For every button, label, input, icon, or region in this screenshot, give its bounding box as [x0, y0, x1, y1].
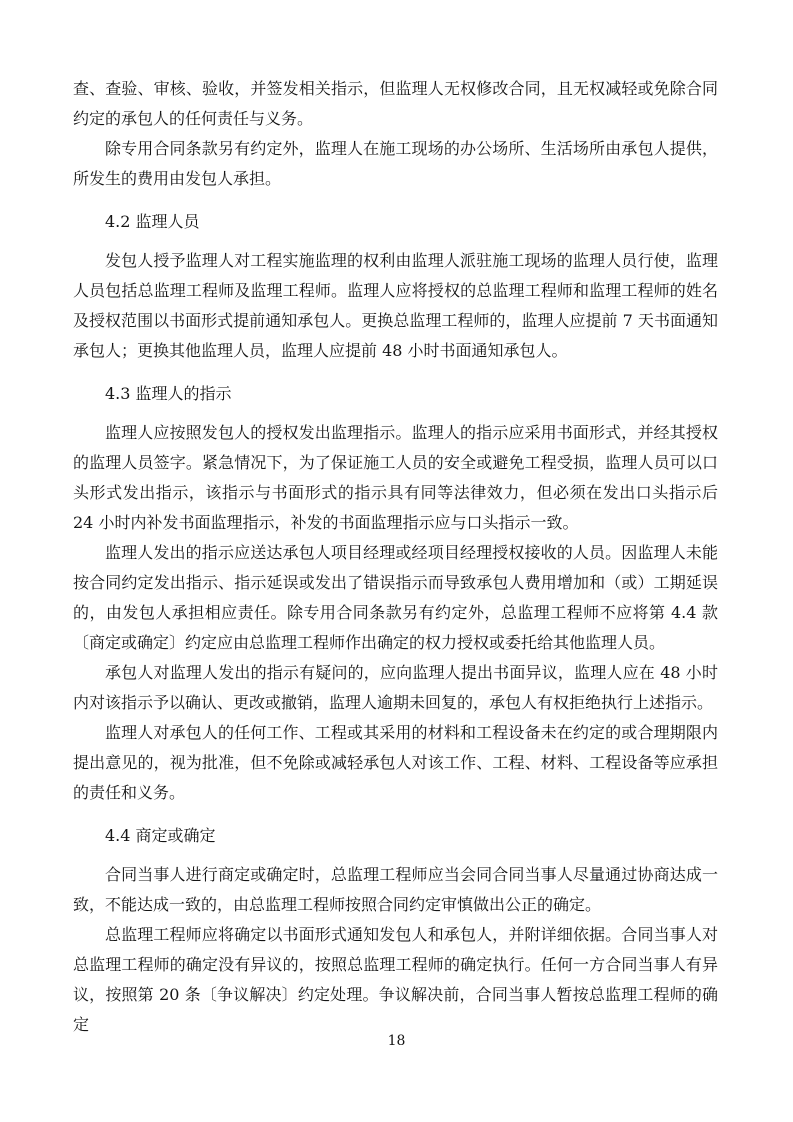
- paragraph: 承包人对监理人发出的指示有疑问的，应向监理人提出书面异议，监理人应在 48 小时内对该指示予以确认、更改或撤销，监理人逾期未回复的，承包人有权拒绝执行上述指示。: [73, 663, 718, 712]
- paragraph: 除专用合同条款另有约定外，监理人在施工现场的办公场所、生活场所由承包人提供，所发生的费用由发包人承担。: [73, 139, 718, 188]
- paragraph: 发包人授予监理人对工程实施监理的权利由监理人派驻施工现场的监理人员行使，监理人员包括总监理工程师及监理工程师。监理人应将授权的总监理工程师和监理工程师的姓名及授权范围以书面形式提前通知承包人。更换总监理工程师的，监理人应提前 7 天书面通知承包人；更换其他监理人员，监理人应提前 48 小时书面通知承包人。: [73, 251, 718, 360]
- paragraph: 监理人应按照发包人的授权发出监理指示。监理人的指示应采用书面形式，并经其授权的监理人员签字。紧急情况下，为了保证施工人员的安全或避免工程受损，监理人员可以口头形式发出指示，该指示与书面形式的指示具有同等法律效力，但必须在发出口头指示后 24 小时内补发书面监理指示，补发的书面监理指示应与口头指示一致。: [73, 423, 718, 532]
- page-number: 18: [387, 1033, 406, 1049]
- document-body: [73, 74, 718, 1040]
- paragraph-continuation: 查、查验、审核、验收，并签发相关指示，但监理人无权修改合同，且无权减轻或免除合同约定的承包人的任何责任与义务。: [73, 79, 718, 128]
- section-heading-4-2: 4.2 监理人员: [105, 212, 200, 231]
- paragraph: 合同当事人进行商定或确定时，总监理工程师应当会同合同当事人尽量通过协商达成一致，不能达成一致的，由总监理工程师按照合同约定审慎做出公正的确定。: [73, 865, 718, 914]
- section-heading-4-4: 4.4 商定或确定: [105, 826, 216, 845]
- paragraph: 监理人对承包人的任何工作、工程或其采用的材料和工程设备未在约定的或合理期限内提出意见的，视为批准，但不免除或减轻承包人对该工作、工程、材料、工程设备等应承担的责任和义务。: [73, 723, 718, 802]
- section-heading-4-3: 4.3 监理人的指示: [105, 384, 232, 403]
- paragraph: 监理人发出的指示应送达承包人项目经理或经项目经理授权接收的人员。因监理人未能按合同约定发出指示、指示延误或发出了错误指示而导致承包人费用增加和（或）工期延误的，由发包人承担相应责任。除专用合同条款另有约定外，总监理工程师不应将第 4.4 款〔商定或确定〕约定应由总监理工程师作出确定的权力授权或委托给其他监理人员。: [73, 543, 718, 652]
- paragraph: 总监理工程师应将确定以书面形式通知发包人和承包人，并附详细依据。合同当事人对总监理工程师的确定没有异议的，按照总监理工程师的确定执行。任何一方合同当事人有异议，按照第 20 条〔争议解决〕约定处理。争议解决前，合同当事人暂按总监理工程师的确定: [73, 925, 718, 1034]
